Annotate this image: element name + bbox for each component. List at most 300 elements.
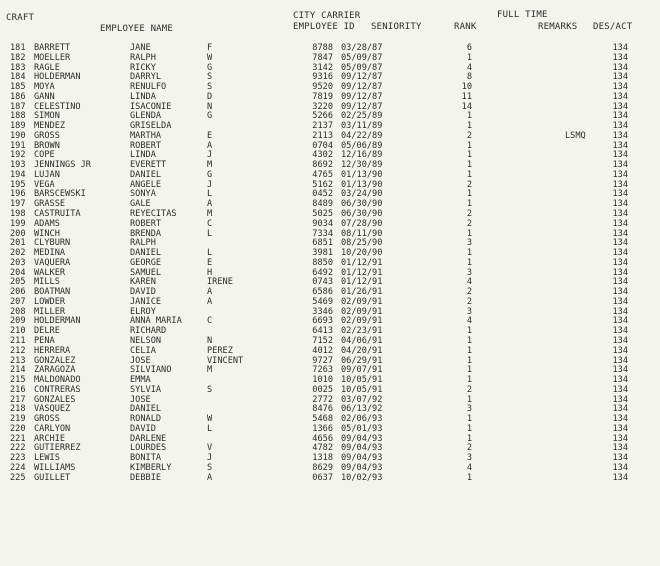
cell-mid: G [207, 111, 213, 122]
cell-rank: 1 [466, 433, 472, 444]
cell-last: MOYA [34, 82, 55, 93]
cell-des: 134 [612, 355, 628, 366]
cell-last: MEDINA [34, 248, 66, 259]
cell-num: 210 [10, 326, 26, 337]
cell-first: JOSE [130, 355, 151, 366]
cell-id: 0743 [312, 277, 333, 288]
cell-id: 6693 [312, 316, 333, 327]
cell-mid: M [207, 365, 213, 376]
cell-id: 4012 [312, 345, 333, 356]
cell-id: 7334 [312, 228, 333, 239]
cell-rank: 1 [466, 257, 472, 268]
cell-rank: 2 [466, 179, 472, 190]
cell-sen: 10/05/91 [341, 375, 383, 386]
cell-num: 202 [10, 248, 26, 259]
cell-sen: 02/25/89 [341, 111, 383, 122]
cell-mid: W [207, 414, 213, 425]
cell-first: ROBERT [130, 140, 162, 151]
cell-id: 4782 [312, 443, 333, 454]
cell-id: 1366 [312, 423, 333, 434]
cell-first: DAVID [130, 423, 156, 434]
cell-des: 134 [612, 218, 628, 229]
cell-id: 3981 [312, 248, 333, 259]
cell-last: GUILLET [34, 472, 71, 483]
cell-last: GANN [34, 91, 55, 102]
cell-des: 134 [612, 433, 628, 444]
cell-id: 1010 [312, 375, 333, 386]
cell-rank: 2 [466, 130, 472, 141]
cell-last: GUTIERREZ [34, 443, 81, 454]
cell-first: LOURDES [130, 443, 167, 454]
cell-des: 134 [612, 111, 628, 122]
cell-des: 134 [612, 326, 628, 337]
cell-num: 200 [10, 228, 26, 239]
cell-num: 219 [10, 414, 26, 425]
cell-id: 7819 [312, 91, 333, 102]
cell-first: ELROY [130, 306, 156, 317]
cell-num: 207 [10, 296, 26, 307]
cell-rank: 8 [466, 72, 472, 83]
cell-id: 7152 [312, 335, 333, 346]
cell-num: 225 [10, 472, 26, 483]
cell-last: DELRE [34, 326, 60, 337]
cell-mid: J [207, 453, 213, 464]
cell-id: 8850 [312, 257, 333, 268]
cell-rank: 1 [466, 394, 472, 405]
cell-rem: LSMQ [565, 130, 586, 141]
cell-last: MOELLER [34, 52, 71, 63]
cell-des: 134 [612, 306, 628, 317]
cell-rank: 3 [466, 404, 472, 415]
cell-id: 4765 [312, 169, 333, 180]
cell-num: 224 [10, 462, 26, 473]
cell-id: 7847 [312, 52, 333, 63]
cell-mid: L [207, 248, 213, 259]
cell-sen: 02/23/91 [341, 326, 383, 337]
cell-first: KIMBERLY [130, 462, 172, 473]
cell-first: GALE [130, 199, 151, 210]
cell-sen: 09/12/87 [341, 91, 383, 102]
cell-num: 198 [10, 209, 26, 220]
cell-rank: 1 [466, 189, 472, 200]
cell-last: GONZALEZ [34, 355, 76, 366]
cell-num: 204 [10, 267, 26, 278]
cell-rank: 1 [466, 355, 472, 366]
cell-first: DEBBIE [130, 472, 162, 483]
cell-sen: 02/09/91 [341, 316, 383, 327]
cell-last: LOWDER [34, 296, 66, 307]
cell-first: EVERETT [130, 160, 167, 171]
cell-rank: 4 [466, 62, 472, 73]
cell-des: 134 [612, 130, 628, 141]
cell-des: 134 [612, 101, 628, 112]
cell-des: 134 [612, 62, 628, 73]
cell-mid: A [207, 296, 213, 307]
cell-first: ANGELE [130, 179, 162, 190]
cell-last: RAGLE [34, 62, 60, 73]
cell-id: 8489 [312, 199, 333, 210]
cell-first: ANNA MARIA [130, 316, 182, 327]
cell-last: VAQUERA [34, 257, 71, 268]
cell-rank: 2 [466, 287, 472, 298]
cell-mid: C [207, 316, 213, 327]
column-header-employee-name: EMPLOYEE NAME [100, 24, 174, 34]
cell-des: 134 [612, 43, 628, 53]
cell-last: LEWIS [34, 453, 60, 464]
cell-last: MENDEZ [34, 121, 66, 132]
cell-num: 217 [10, 394, 26, 405]
cell-sen: 05/06/89 [341, 140, 383, 151]
cell-first: ISACONIE [130, 101, 172, 112]
cell-id: 5266 [312, 111, 333, 122]
cell-mid: G [207, 62, 213, 73]
cell-mid: S [207, 462, 213, 473]
cell-last: CASTRUITA [34, 209, 81, 220]
cell-id: 6586 [312, 287, 333, 298]
cell-last: GRASSE [34, 199, 66, 210]
cell-num: 193 [10, 160, 26, 171]
cell-mid: W [207, 52, 213, 63]
cell-last: WILLIAMS [34, 462, 76, 473]
cell-mid: H [207, 267, 213, 278]
cell-rank: 4 [466, 316, 472, 327]
cell-id: 5468 [312, 414, 333, 425]
cell-num: 186 [10, 91, 26, 102]
cell-rank: 1 [466, 345, 472, 356]
cell-des: 134 [612, 248, 628, 259]
cell-mid: L [207, 423, 213, 434]
cell-id: 5025 [312, 209, 333, 220]
cell-first: SAMUEL [130, 267, 162, 278]
cell-des: 134 [612, 287, 628, 298]
cell-mid: M [207, 209, 213, 220]
cell-sen: 05/09/87 [341, 62, 383, 73]
cell-num: 223 [10, 453, 26, 464]
cell-last: BROWN [34, 140, 60, 151]
cell-id: 9727 [312, 355, 333, 366]
cell-des: 134 [612, 453, 628, 464]
cell-num: 211 [10, 335, 26, 346]
cell-id: 6492 [312, 267, 333, 278]
cell-first: RENULFO [130, 82, 167, 93]
cell-mid: PEREZ [207, 345, 233, 356]
cell-rank: 1 [466, 169, 472, 180]
cell-rank: 14 [461, 101, 472, 112]
cell-first: DARLENE [130, 433, 167, 444]
cell-first: BONITA [130, 453, 162, 464]
cell-sen: 10/02/93 [341, 472, 383, 483]
cell-rank: 2 [466, 296, 472, 307]
cell-first: GEORGE [130, 257, 162, 268]
cell-num: 188 [10, 111, 26, 122]
cell-id: 3346 [312, 306, 333, 317]
cell-id: 2113 [312, 130, 333, 141]
cell-sen: 02/06/93 [341, 414, 383, 425]
cell-sen: 03/07/92 [341, 394, 383, 405]
cell-last: MILLER [34, 306, 66, 317]
cell-sen: 07/28/90 [341, 218, 383, 229]
cell-des: 134 [612, 296, 628, 307]
cell-rank: 11 [461, 91, 472, 102]
cell-rank: 1 [466, 414, 472, 425]
cell-rank: 6 [466, 43, 472, 53]
cell-id: 2772 [312, 394, 333, 405]
cell-first: DANIEL [130, 248, 162, 259]
column-header-craft: CRAFT [6, 13, 35, 23]
cell-id: 7263 [312, 365, 333, 376]
cell-sen: 04/22/89 [341, 130, 383, 141]
cell-des: 134 [612, 423, 628, 434]
cell-rank: 1 [466, 199, 472, 210]
cell-sen: 06/29/91 [341, 355, 383, 366]
cell-mid: S [207, 72, 213, 83]
cell-sen: 03/24/90 [341, 189, 383, 200]
cell-num: 218 [10, 404, 26, 415]
column-header-rank: RANK [454, 22, 477, 32]
cell-des: 134 [612, 345, 628, 356]
cell-num: 215 [10, 375, 26, 386]
employee-table [0, 44, 660, 483]
cell-des: 134 [612, 160, 628, 171]
cell-mid: A [207, 199, 213, 210]
cell-last: HOLDERMAN [34, 316, 81, 327]
cell-id: 0452 [312, 189, 333, 200]
cell-mid: L [207, 228, 213, 239]
cell-last: CONTRERAS [34, 384, 81, 395]
cell-rank: 1 [466, 160, 472, 171]
cell-num: 183 [10, 62, 26, 73]
cell-mid: J [207, 150, 213, 161]
cell-id: 5162 [312, 179, 333, 190]
cell-num: 209 [10, 316, 26, 327]
cell-last: ZARAGOZA [34, 365, 76, 376]
cell-rank: 4 [466, 277, 472, 288]
cell-last: SIMON [34, 111, 60, 122]
cell-rank: 1 [466, 423, 472, 434]
cell-first: DANIEL [130, 404, 162, 415]
cell-last: JENNINGS JR [34, 160, 91, 171]
cell-last: COPE [34, 150, 55, 161]
cell-last: CLYBURN [34, 238, 71, 249]
cell-sen: 01/12/91 [341, 257, 383, 268]
cell-last: HOLDERMAN [34, 72, 81, 83]
column-header-remarks: REMARKS [538, 22, 578, 32]
cell-id: 9034 [312, 218, 333, 229]
cell-des: 134 [612, 394, 628, 405]
cell-id: 4302 [312, 150, 333, 161]
cell-rank: 1 [466, 111, 472, 122]
cell-rank: 1 [466, 365, 472, 376]
cell-last: VEGA [34, 179, 55, 190]
cell-first: RONALD [130, 414, 162, 425]
cell-sen: 09/12/87 [341, 82, 383, 93]
cell-sen: 02/09/91 [341, 296, 383, 307]
cell-first: JANE [130, 43, 151, 53]
cell-mid: E [207, 130, 213, 141]
cell-rank: 1 [466, 326, 472, 337]
cell-des: 134 [612, 316, 628, 327]
cell-last: WALKER [34, 267, 66, 278]
column-header-des-act: DES/ACT [593, 22, 633, 32]
cell-des: 134 [612, 384, 628, 395]
table-row [0, 474, 660, 484]
cell-id: 8476 [312, 404, 333, 415]
cell-des: 134 [612, 472, 628, 483]
cell-last: PENA [34, 335, 55, 346]
cell-num: 203 [10, 257, 26, 268]
cell-des: 134 [612, 443, 628, 454]
cell-num: 181 [10, 43, 26, 53]
column-header-city-carrier: CITY CARRIER [293, 11, 361, 21]
cell-num: 184 [10, 72, 26, 83]
cell-des: 134 [612, 209, 628, 220]
cell-rank: 3 [466, 306, 472, 317]
cell-sen: 08/25/90 [341, 238, 383, 249]
cell-num: 208 [10, 306, 26, 317]
cell-first: SILVIANO [130, 365, 172, 376]
cell-num: 214 [10, 365, 26, 376]
cell-num: 195 [10, 179, 26, 190]
cell-mid: IRENE [207, 277, 233, 288]
cell-sen: 08/11/90 [341, 228, 383, 239]
cell-mid: N [207, 101, 213, 112]
cell-first: SONYA [130, 189, 156, 200]
cell-id: 0704 [312, 140, 333, 151]
cell-id: 2137 [312, 121, 333, 132]
cell-num: 196 [10, 189, 26, 200]
cell-id: 1318 [312, 453, 333, 464]
cell-num: 199 [10, 218, 26, 229]
cell-id: 3142 [312, 62, 333, 73]
cell-sen: 06/30/90 [341, 199, 383, 210]
cell-sen: 10/20/90 [341, 248, 383, 259]
cell-first: RICHARD [130, 326, 167, 337]
cell-first: DAVID [130, 287, 156, 298]
cell-sen: 01/12/91 [341, 267, 383, 278]
cell-first: CELIA [130, 345, 156, 356]
cell-sen: 09/04/93 [341, 433, 383, 444]
column-header-seniority: SENIORITY [371, 22, 422, 32]
cell-des: 134 [612, 238, 628, 249]
cell-sen: 12/30/89 [341, 160, 383, 171]
cell-num: 205 [10, 277, 26, 288]
cell-num: 213 [10, 355, 26, 366]
cell-first: RALPH [130, 238, 156, 249]
cell-num: 220 [10, 423, 26, 434]
cell-last: ARCHIE [34, 433, 66, 444]
cell-id: 6413 [312, 326, 333, 337]
cell-last: HERRERA [34, 345, 71, 356]
cell-id: 0025 [312, 384, 333, 395]
column-header-full-time: FULL TIME [497, 10, 548, 20]
cell-rank: 3 [466, 453, 472, 464]
cell-des: 134 [612, 82, 628, 93]
cell-sen: 06/30/90 [341, 209, 383, 220]
cell-rank: 3 [466, 267, 472, 278]
cell-des: 134 [612, 404, 628, 415]
cell-first: DANIEL [130, 169, 162, 180]
cell-first: BRENDA [130, 228, 162, 239]
cell-des: 134 [612, 414, 628, 425]
cell-num: 187 [10, 101, 26, 112]
cell-num: 206 [10, 287, 26, 298]
cell-id: 4656 [312, 433, 333, 444]
cell-des: 134 [612, 199, 628, 210]
cell-num: 194 [10, 169, 26, 180]
cell-mid: VINCENT [207, 355, 244, 366]
cell-des: 134 [612, 179, 628, 190]
cell-des: 134 [612, 150, 628, 161]
cell-id: 3220 [312, 101, 333, 112]
cell-mid: G [207, 169, 213, 180]
cell-id: 6851 [312, 238, 333, 249]
cell-first: SYLVIA [130, 384, 162, 395]
cell-id: 8629 [312, 462, 333, 473]
cell-rank: 1 [466, 335, 472, 346]
cell-first: ROBERT [130, 218, 162, 229]
cell-last: BARRETT [34, 43, 71, 53]
cell-rank: 2 [466, 209, 472, 220]
cell-sen: 09/04/93 [341, 462, 383, 473]
cell-num: 221 [10, 433, 26, 444]
cell-des: 134 [612, 375, 628, 386]
cell-id: 8692 [312, 160, 333, 171]
cell-first: DARRYL [130, 72, 162, 83]
cell-sen: 05/09/87 [341, 52, 383, 63]
cell-des: 134 [612, 277, 628, 288]
cell-id: 8788 [312, 43, 333, 53]
cell-last: MILLS [34, 277, 60, 288]
cell-des: 134 [612, 267, 628, 278]
cell-num: 201 [10, 238, 26, 249]
cell-id: 9520 [312, 82, 333, 93]
cell-sen: 09/12/87 [341, 72, 383, 83]
cell-sen: 12/16/89 [341, 150, 383, 161]
cell-rank: 10 [461, 82, 472, 93]
cell-last: WINCH [34, 228, 60, 239]
cell-sen: 09/04/93 [341, 443, 383, 454]
cell-last: GROSS [34, 130, 60, 141]
cell-rank: 1 [466, 121, 472, 132]
cell-sen: 05/01/93 [341, 423, 383, 434]
cell-first: REYECITAS [130, 209, 177, 220]
cell-first: KAREN [130, 277, 156, 288]
cell-first: MARTHA [130, 130, 162, 141]
column-header-employee-id: EMPLOYEE ID [293, 22, 355, 32]
cell-num: 192 [10, 150, 26, 161]
cell-last: BARSCEWSKI [34, 189, 86, 200]
cell-rank: 2 [466, 443, 472, 454]
cell-sen: 01/13/90 [341, 179, 383, 190]
cell-last: MALDONADO [34, 375, 81, 386]
cell-sen: 02/09/91 [341, 306, 383, 317]
cell-mid: C [207, 218, 213, 229]
cell-mid: S [207, 384, 213, 395]
cell-sen: 01/13/90 [341, 169, 383, 180]
cell-num: 222 [10, 443, 26, 454]
cell-rank: 2 [466, 384, 472, 395]
cell-first: JOSE [130, 394, 151, 405]
cell-mid: E [207, 257, 213, 268]
cell-des: 134 [612, 91, 628, 102]
cell-sen: 01/26/91 [341, 287, 383, 298]
cell-rank: 1 [466, 228, 472, 239]
cell-mid: F [207, 43, 213, 53]
cell-sen: 09/04/93 [341, 453, 383, 464]
cell-mid: V [207, 443, 213, 454]
cell-id: 0637 [312, 472, 333, 483]
cell-des: 134 [612, 462, 628, 473]
